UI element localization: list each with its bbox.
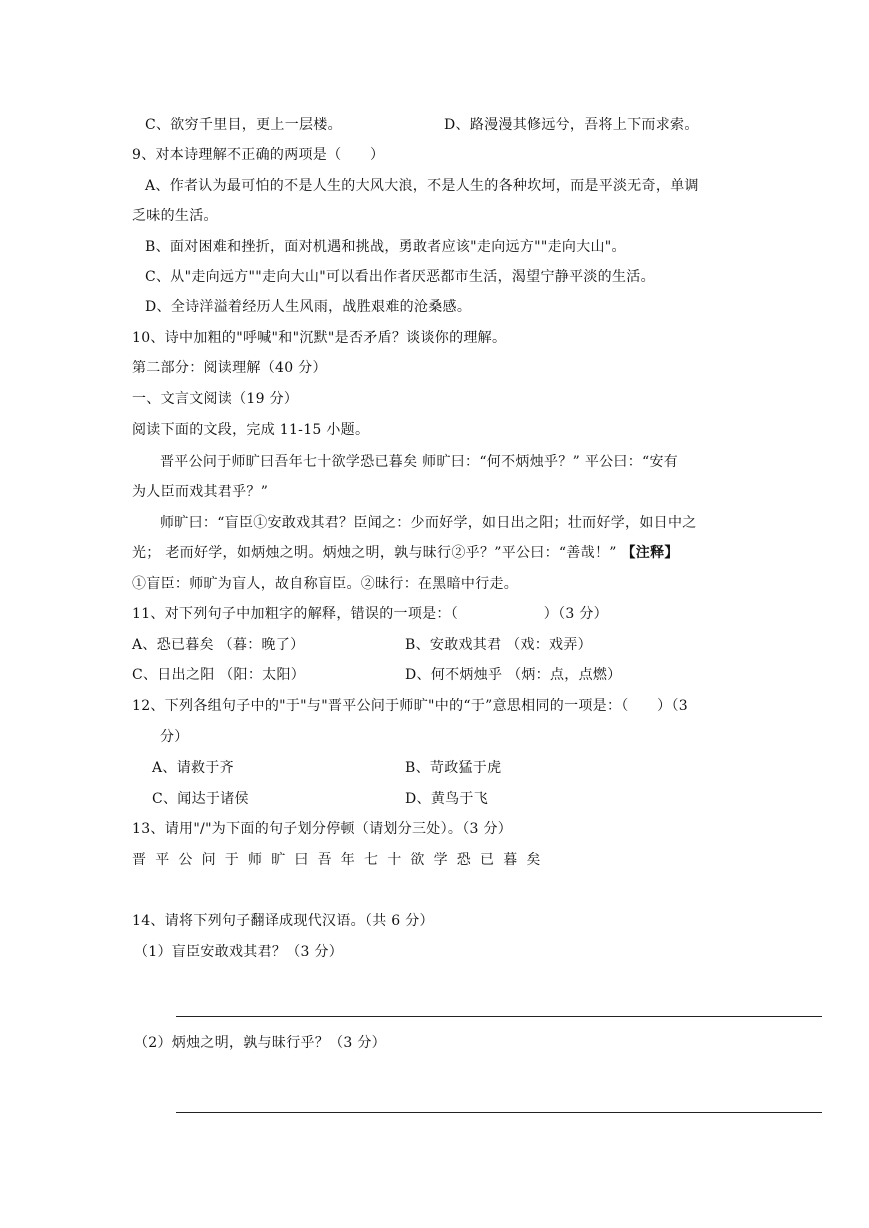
q8-option-c: C、欲穷千里目，更上一层楼。 — [145, 117, 342, 133]
q9-option-d: D、全诗洋溢着经历人生风雨，战胜艰难的沧桑感。 — [145, 299, 472, 315]
passage-p2-line2 — [132, 544, 679, 562]
q11-option-b: B、安敢戏其君 （戏：戏弄） — [405, 637, 592, 653]
q11-option-c: C、日出之阳 （阳：太阳） — [132, 667, 306, 683]
q13-stem: 13、请用"/"为下面的句子划分停顿（请划分三处）。（3 分） — [132, 821, 513, 837]
q14-item2-answer-line — [176, 1112, 822, 1113]
passage-p1-line1: 晋平公问于师旷曰吾年七十欲学恐已暮矣 师旷曰：“何不炳烛乎？” 平公曰：“安有 — [160, 454, 679, 470]
q13-sentence: 晋平公问于师旷曰吾年七十欲学恐已暮矣 — [132, 852, 550, 868]
q12-option-c: C、闻达于诸侯 — [152, 791, 249, 807]
q14-item2: （2）炳烛之明，孰与昧行乎？（3 分） — [134, 1035, 386, 1051]
part2-heading: 第二部分：阅读理解（40 分） — [132, 360, 327, 376]
q9-stem: 9、对本诗理解不正确的两项是（ ） — [132, 147, 385, 163]
q8-option-d: D、路漫漫其修远兮，吾将上下而求索。 — [444, 117, 699, 133]
q9-option-c: C、从"走向远方""走向大山"可以看出作者厌恶都市生活，渴望宁静平淡的生活。 — [145, 269, 655, 285]
q11-stem: 11、对下列句子中加粗字的解释，错误的一项是：（ ）（3 分） — [132, 606, 608, 622]
section1-heading: 一、文言文阅读（19 分） — [132, 391, 299, 407]
q9-option-b: B、面对困难和挫折，面对机遇和挑战，勇敢者应该"走向远方""走向大山"。 — [145, 239, 626, 255]
q9-option-a-line2: 乏味的生活。 — [132, 208, 218, 224]
q12-stem-line2: 分） — [160, 729, 189, 745]
q12-option-a: A、请救于齐 — [152, 760, 234, 776]
reading-instruction: 阅读下面的文段，完成 11-15 小题。 — [132, 422, 370, 438]
q11-option-a: A、恐已暮矣 （暮：晚了） — [132, 637, 305, 653]
passage-p2-line2-text: 光； 老而好学，如炳烛之明。炳烛之明，孰与昧行②乎？”平公曰：“善哉！” — [132, 545, 622, 561]
q12-stem-line1: 12、下列各组句子中的"于"与"晋平公问于师旷"中的“于”意思相同的一项是：（ ）（3 — [132, 698, 688, 714]
q14-item1-answer-line — [176, 1016, 822, 1017]
annotation-label: 【注释】 — [621, 545, 679, 561]
q12-option-b: B、苛政猛于虎 — [405, 760, 502, 776]
q12-option-d: D、黄鸟于飞 — [405, 791, 489, 807]
passage-p2-line1: 师旷曰：“盲臣①安敢戏其君？臣闻之：少而好学，如日出之阳；壮而好学，如日中之 — [160, 515, 697, 531]
q10-stem: 10、诗中加粗的"呼喊"和"沉默"是否矛盾？谈谈你的理解。 — [132, 330, 507, 346]
q14-item1: （1）盲臣安敢戏其君？（3 分） — [134, 944, 344, 960]
q14-stem: 14、请将下列句子翻译成现代汉语。（共 6 分） — [132, 913, 434, 929]
q9-option-a-line1: A、作者认为最可怕的不是人生的大风大浪，不是人生的各种坎坷，而是平淡无奇，单调 — [145, 178, 699, 194]
passage-p1-line2: 为人臣而戏其君乎？” — [132, 484, 269, 500]
passage-notes: ①盲臣：师旷为盲人，故自称盲臣。②昧行：在黑暗中行走。 — [132, 576, 519, 592]
q11-option-d: D、何不炳烛乎 （炳：点，点燃） — [405, 667, 622, 683]
